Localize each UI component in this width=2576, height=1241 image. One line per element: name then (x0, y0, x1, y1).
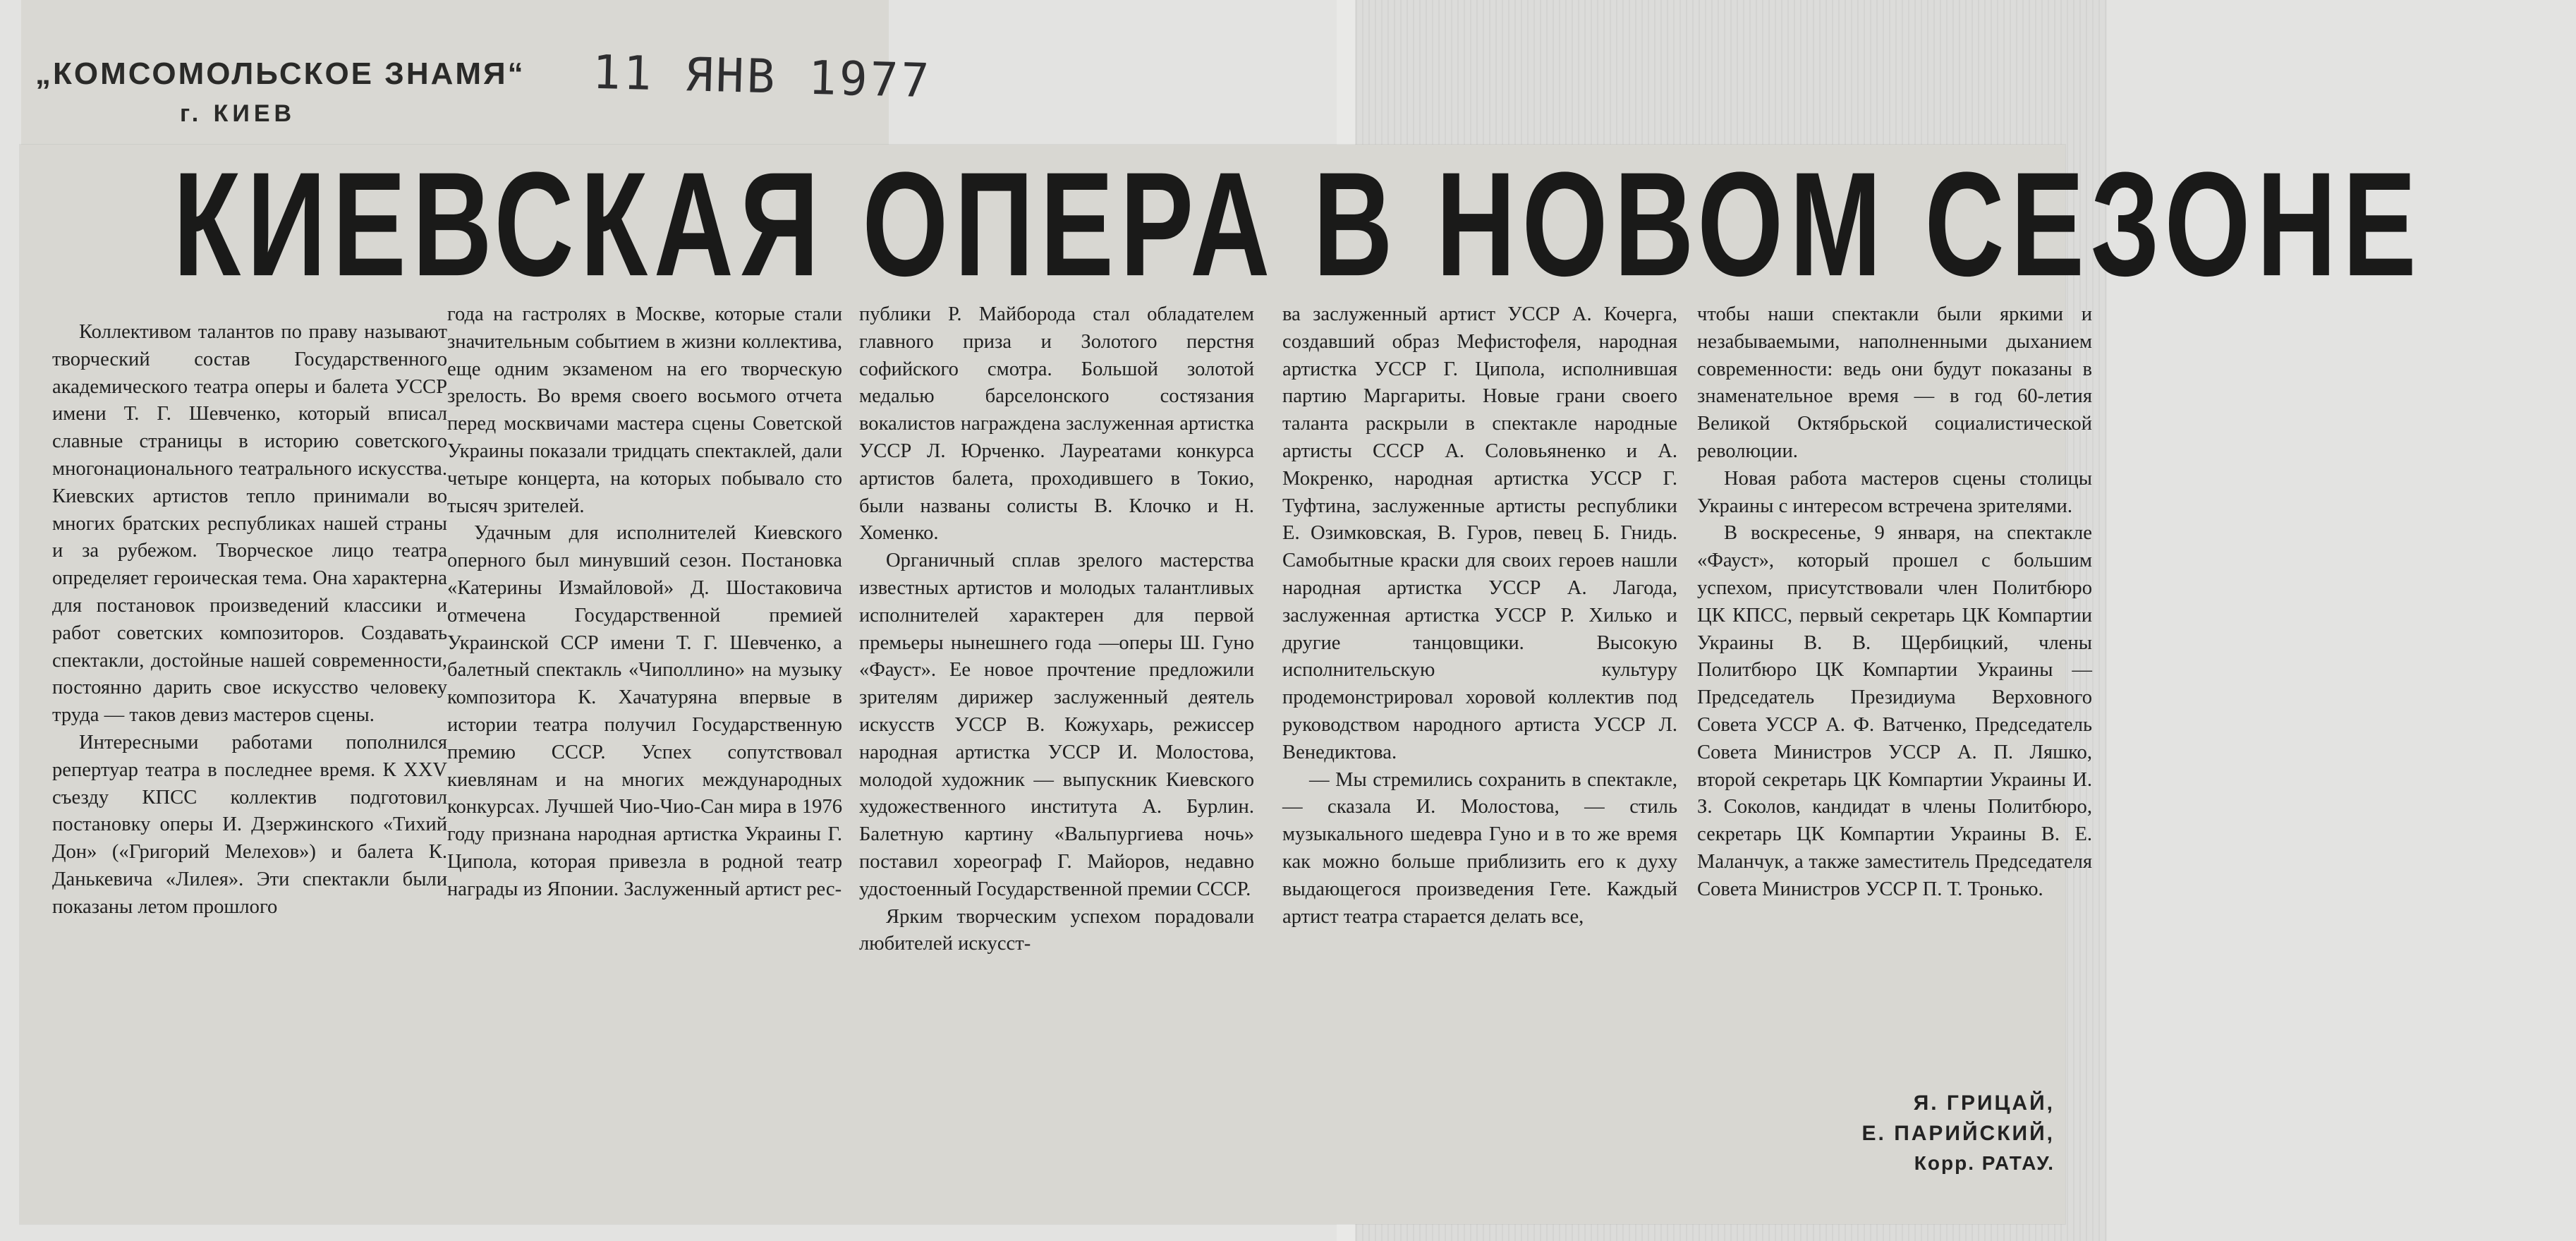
paragraph: года на гастролях в Москве, которые стали значительным событием в жизни коллектива, еще одним экзаменом на его творческую зрелость. Во время своего восьмого отчета перед москвичами мастера сцены Советской Украины показали тридцать спектаклей, дали четыре концерта, на которых побывало сто тысяч зрителей. (447, 303, 842, 517)
paragraph: ва заслуженный артист УССР А. Кочерга, создавший образ Мефистофеля, народная артистка УССР Г. Ципола, исполнившая партию Маргариты. Новые грани своего таланта раскрыли в спектакле народные артисты СССР А. Соловьяненко и А. Мокренко, народная артистка УССР Г. Туфтина, заслуженные артисты республики Е. Озимковская, В. Гуров, певец Б. Гнидь. Самобытные краски для своих героев нашли народная артистка УССР А. Лагода, заслуженная артистка УССР Р. Хилько и другие танцовщики. Высокую исполнительскую культуру продемонстрировал хоровой коллектив под руководством народного артиста УССР Л. Венедиктова. (1282, 303, 1677, 763)
author-signature: Е. ПАРИЙСКИЙ, (1861, 1122, 2055, 1145)
paragraph: В воскресенье, 9 января, на спектакле «Фауст», который прошел с большим успехом, присутствовали член Политбюро ЦК КПСС, первый секретарь ЦК Компартии Украины В. В. Щербицкий, члены Политбюро ЦК Компартии Украины — Председатель Президиума Верховного Совета УССР А. Ф. Ватченко, Председатель Совета Министров УССР А. П. Ляшко, второй секретарь ЦК Компартии Украины И. З. Соколов, кандидат в члены Политбюро, секретарь ЦК Компартии Украины В. Е. Маланчук, а также заместитель Председателя Совета Министров УССР П. Т. Тронько. (1697, 522, 2092, 900)
article-clipping (20, 141, 2423, 1224)
newspaper-name: „КОМСОМОЛЬСКОЕ ЗНАМЯ“ (35, 56, 525, 91)
article-column-3 (859, 301, 1254, 958)
article-column-2 (447, 301, 842, 904)
paragraph: — Мы стремились сохранить в спектакле, — сказала И. Молостова, — стиль музыкального шедевра Гуно и в то же время как можно больше приблизить его к духу выдающегося произведения Гете. Каждый артист театра старается делать все, (1282, 768, 1677, 928)
paragraph: Новая работа мастеров сцены столицы Украины с интересом встречена зрителями. (1697, 467, 2092, 517)
paragraph: Ярким творческим успехом порадовали любителей искусст- (859, 905, 1254, 955)
paragraph: Органичный сплав зрелого мастерства известных артистов и молодых талантливых исполнителей характерен для первой премьеры нынешнего года —оперы Ш. Гуно «Фауст». Ее новое прочтение предложили зрителям дирижер заслуженный деятель искусств УССР В. Кожухарь, режиссер народная артистка УССР И. Молостова, молодой художник — выпускник Киевского художественного института А. Бурлин. Балетную картину «Вальпургиева ночь» поставил хореограф Г. Майоров, недавно удостоенный Государственной премии СССР. (859, 550, 1254, 900)
paragraph: Коллективом талантов по праву называют творческий состав Государственного академического театра оперы и балета УССР имени Т. Г. Шевченко, который вписал славные страницы в историю советского многонационального театрального искусства. Киевских артистов тепло принимали во многих братских республиках нашей страны и за рубежом. Творческое лицо театра определяет героическая тема. Она характерна для постановок произведений классики и работ советских композиторов. Создавать спектакли, достойные нашей современности, постоянно дарить свое искусство человеку труда — таков девиз мастеров сцены. (52, 321, 447, 727)
article-column-4 (1282, 301, 1677, 931)
headline-text: КИЕВСКАЯ ОПЕРА В НОВОМ СЕЗОНЕ (173, 141, 2423, 307)
paragraph: Удачным для исполнителей Киевского оперного был минувший сезон. Постановка «Катерины Измайловой» Д. Шостаковича отмечена Государственной премией Украинской ССР имени Т. Г. Шевченко, а балетный спектакль «Чиполлино» на музыку композитора К. Хачатуряна впервые в истории театра получил Государственную премию СССР. Успех сопутствовал киевлянам и на многих международных конкурсах. Лучшей Чио-Чио-Сан мира в 1976 году признана народная артистка Украины Г. Ципола, которая привезла в родной театр награды из Японии. Заслуженный артист рес- (447, 522, 842, 900)
agency-credit: Корр. РАТАУ. (1914, 1152, 2055, 1174)
date-stamp: 11 ЯНВ 1977 (592, 44, 933, 109)
author-signature: Я. ГРИЦАЙ, (1913, 1091, 2055, 1115)
article-column-5 (1697, 301, 2092, 904)
article-column-1 (52, 319, 447, 921)
masthead-clipping (21, 0, 933, 145)
paragraph: чтобы наши спектакли были яркими и незабываемыми, наполненными дыханием современности: ведь они будут показаны в знаменательное время — в год 60-летия Великой Октябрьской социалистической революции. (1697, 303, 2092, 462)
paragraph: публики Р. Майборода стал обладателем главного приза и Золотого перстня софийского смотра. Большой золотой медалью барселонского состязания вокалистов награждена заслуженная артистка УССР Л. Юрченко. Лауреатами конкурса артистов балета, проходившего в Токио, были названы солисты В. Клочко и Н. Хоменко. (859, 303, 1254, 545)
newspaper-city: г. КИЕВ (180, 100, 296, 127)
paragraph: Интересными работами пополнился репертуар театра в последнее время. К XXV съезду КПСС коллектив подготовил постановку оперы И. Дзержинского «Тихий Дон» («Григорий Мелехов») и балета К. Данькевича «Лилея». Эти спектакли были показаны летом прошлого (52, 731, 447, 918)
headline (20, 141, 2423, 307)
